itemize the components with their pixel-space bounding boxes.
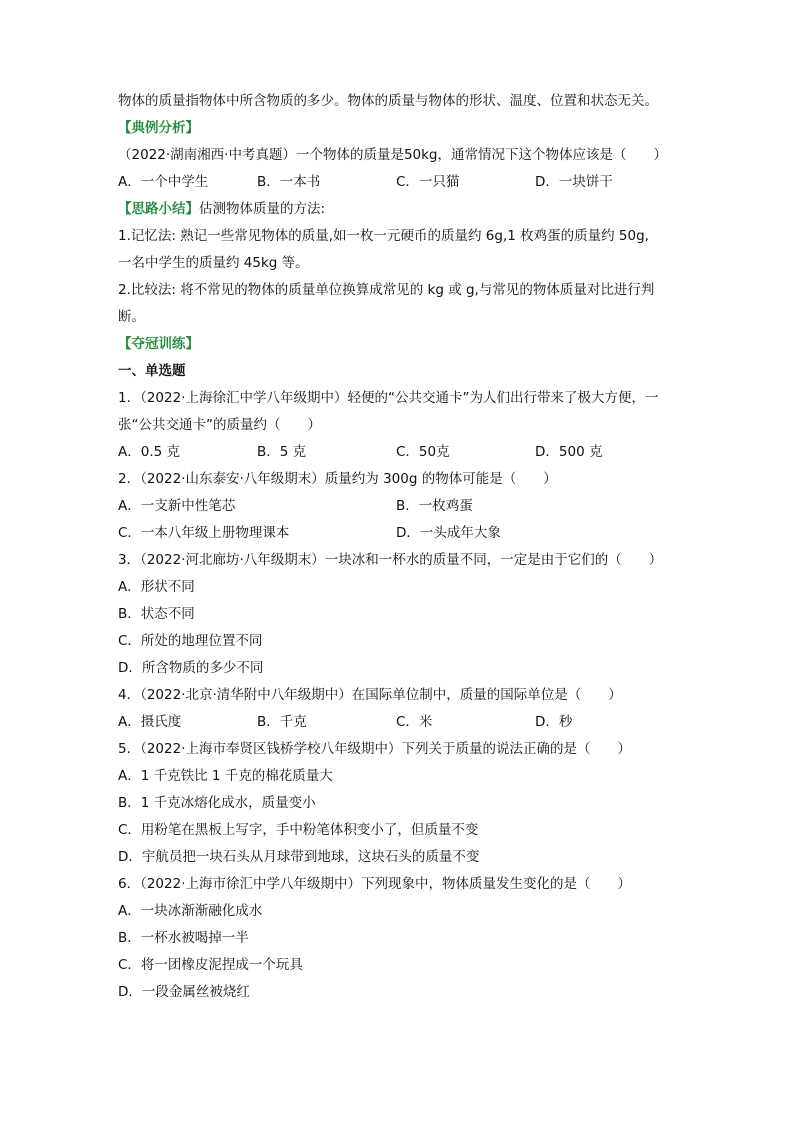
q4-options xyxy=(118,713,682,731)
summary-method-1b: 一名中学生的质量约 45kg 等。 xyxy=(118,255,309,271)
q3-option-c: C．所处的地理位置不同 xyxy=(118,633,263,649)
q5-option-b: B．1 千克冰熔化成水，质量变小 xyxy=(118,795,316,811)
q2-options-row2 xyxy=(118,524,682,542)
q4-option-c: C．米 xyxy=(396,714,433,730)
summary-title: 估测物体质量的方法: xyxy=(199,201,326,217)
q3-option-d: D．所含物质的多少不同 xyxy=(118,660,264,676)
summary-heading: 【思路小结】 xyxy=(118,201,199,217)
q6-question: 6．（2022·上海市徐汇中学八年级期中）下列现象中，物体质量发生变化的是（ ） xyxy=(118,876,631,892)
q6-option-a: A．一块冰渐渐融化成水 xyxy=(118,903,263,919)
option-a: A．一个中学生 xyxy=(118,174,209,190)
q6-option-d: D．一段金属丝被烧红 xyxy=(118,984,250,1000)
q2-option-d: D．一头成年大象 xyxy=(396,525,501,541)
q3-option-a: A．形状不同 xyxy=(118,579,195,595)
document-page xyxy=(118,92,682,1001)
q4-option-b: B．千克 xyxy=(257,714,307,730)
example-question: （2022·湖南湘西·中考真题）一个物体的质量是50kg，通常情况下这个物体应该是（ ） xyxy=(118,147,668,163)
summary-method-1a: 1.记忆法: 熟记一些常见物体的质量,如一枚一元硬币的质量约 6g,1 枚鸡蛋的质量约 50g, xyxy=(118,228,649,244)
q1-line-b: 张“公共交通卡”的质量约（ ） xyxy=(118,417,321,433)
training-heading: 【夺冠训练】 xyxy=(118,336,199,352)
q1-line-a: 1．（2022·上海徐汇中学八年级期中）轻便的“公共交通卡”为人们出行带来了极大方便，一 xyxy=(118,390,659,406)
example-heading: 【典例分析】 xyxy=(118,120,199,136)
q4-option-d: D．秒 xyxy=(535,714,573,730)
q2-options-row1 xyxy=(118,497,682,515)
q1-option-a: A．0.5 克 xyxy=(118,444,180,460)
q5-option-d: D．宇航员把一块石头从月球带到地球，这块石头的质量不变 xyxy=(118,849,480,865)
q4-question: 4．（2022·北京·清华附中八年级期中）在国际单位制中，质量的国际单位是（ ） xyxy=(118,687,622,703)
example-options xyxy=(118,173,682,191)
option-d: D．一块饼干 xyxy=(535,174,613,190)
q5-option-a: A．1 千克铁比 1 千克的棉花质量大 xyxy=(118,768,333,784)
q3-question: 3．（2022·河北廊坊·八年级期末）一块冰和一杯水的质量不同，一定是由于它们的（ ） xyxy=(118,552,663,568)
q1-option-d: D．500 克 xyxy=(535,444,603,460)
section-title: 一、单选题 xyxy=(118,363,186,379)
q1-option-b: B．5 克 xyxy=(257,444,307,460)
intro-text: 物体的质量指物体中所含物质的多少。物体的质量与物体的形状、温度、位置和状态无关。 xyxy=(118,93,658,109)
summary-method-2a: 2.比较法: 将不常见的物体的质量单位换算成常见的 kg 或 g,与常见的物体质量对比进行判 xyxy=(118,282,655,298)
summary-method-2b: 断。 xyxy=(118,309,145,325)
q3-option-b: B．状态不同 xyxy=(118,606,195,622)
q2-option-c: C．一本八年级上册物理课本 xyxy=(118,525,290,541)
summary-heading-line xyxy=(118,200,682,218)
option-c: C．一只猫 xyxy=(396,174,460,190)
q6-option-b: B．一杯水被喝掉一半 xyxy=(118,930,249,946)
q1-options xyxy=(118,443,682,461)
q5-option-c: C．用粉笔在黑板上写字，手中粉笔体积变小了，但质量不变 xyxy=(118,822,479,838)
option-b: B．一本书 xyxy=(257,174,321,190)
q2-question: 2．（2022·山东泰安·八年级期末）质量约为 300g 的物体可能是（ ） xyxy=(118,471,557,487)
q5-question: 5．（2022·上海市奉贤区钱桥学校八年级期中）下列关于质量的说法正确的是（ ） xyxy=(118,741,631,757)
q6-option-c: C．将一团橡皮泥捏成一个玩具 xyxy=(118,957,303,973)
q2-option-a: A．一支新中性笔芯 xyxy=(118,498,236,514)
q4-option-a: A．摄氏度 xyxy=(118,714,182,730)
q1-option-c: C．50克 xyxy=(396,444,450,460)
q2-option-b: B．一枚鸡蛋 xyxy=(396,498,473,514)
